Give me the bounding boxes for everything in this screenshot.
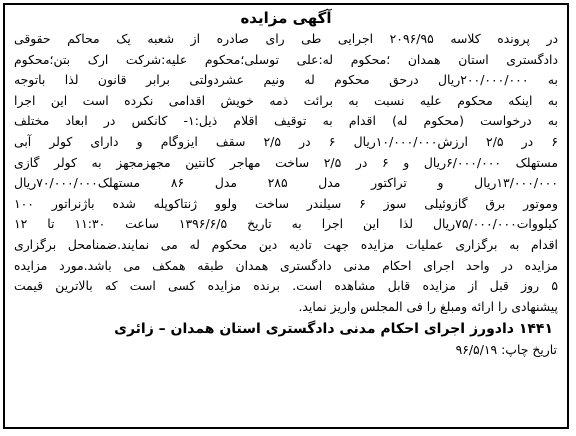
notice-line: دادگستری استان همدان ؛محکوم له:علی توسلی؛محکوم علیه:شرکت ارک بتن؛محکوم <box>14 51 558 67</box>
notice-line: پیشنهادی را ارائه ومبلغ را فی المجلس واریز نماید. <box>298 298 558 314</box>
notice-body <box>5 29 567 317</box>
notice-line: کیلووات۷۵/۰۰۰/۰۰۰ریال لذا این اجرا به تاریخ ۱۳۹۶/۶/۵ ساعت ۱۱:۳۰ تا ۱۲ <box>14 216 558 232</box>
notice-frame <box>3 3 569 429</box>
notice-line: وموتور برق گازوئیلی سوز ۶ سیلندر ساخت ولوو ژنتاکوپله شده باژنراتور ۱۰۰ <box>14 195 558 211</box>
print-date: تاریخ چاپ: ۹۶/۵/۱۹ <box>455 342 557 358</box>
notice-line: ۶ در ۲/۵ ارزش۱۰/۰۰۰/۰۰۰ریال ۶ در ۲/۵ سقف ایزوگام و دارای کولر آبی <box>14 133 558 149</box>
notice-line: در پرونده کلاسه ۲۰۹۶/۹۵ اجرایی طی رای صادره از شعبه یک محاکم حقوقی <box>14 31 558 46</box>
notice-line: مزایده در واحد اجرای احکام مدنی دادگستری همدان طبقه همکف می باشد.مورد مزایده <box>14 257 558 273</box>
notice-line: مستهلک ۶/۰۰۰/۰۰۰ریال و ۶ در ۲/۵ ساخت مهاجر کانتین مجهزمجهز به کولر گازی <box>14 154 558 170</box>
notice-line: اقدام به برگزاری عملیات مزایده جهت تادیه دین محکوم له می نمایند.ضمنامحل برگزاری <box>14 236 558 252</box>
notice-title: آگهی مزایده <box>240 9 332 27</box>
notice-line: به ۲۰۰/۰۰۰/۰۰۰ریال درحق محکوم له ونیم عشردولتی برابر قانون لذا باتوجه <box>14 72 558 88</box>
notice-line: به اینکه محکوم علیه نسبت به برائت ذمه خویش اقدامی نکرده است این اجرا <box>14 92 558 108</box>
notice-line: به درخواست (محکوم له) اقدام به توقیف اقلام ذیل:۱- کانکس در ابعاد مختلف <box>14 113 558 129</box>
notice-line: ۵ روز قبل از مزایده قابل مشاهده است. برنده مزایده کسی است که بالاترین قیمت <box>14 278 558 294</box>
notice-line: ۱۳/۰۰۰/۰۰۰ریال و تراکتور مدل ۲۸۵ مدل ۸۶ مستهلک۷۰/۰۰۰/۰۰۰ریال <box>14 175 558 191</box>
signature-line: ۱۴۴۱ دادورز اجرای احکام مدنی دادگستری استان همدان – زائری <box>114 321 553 338</box>
